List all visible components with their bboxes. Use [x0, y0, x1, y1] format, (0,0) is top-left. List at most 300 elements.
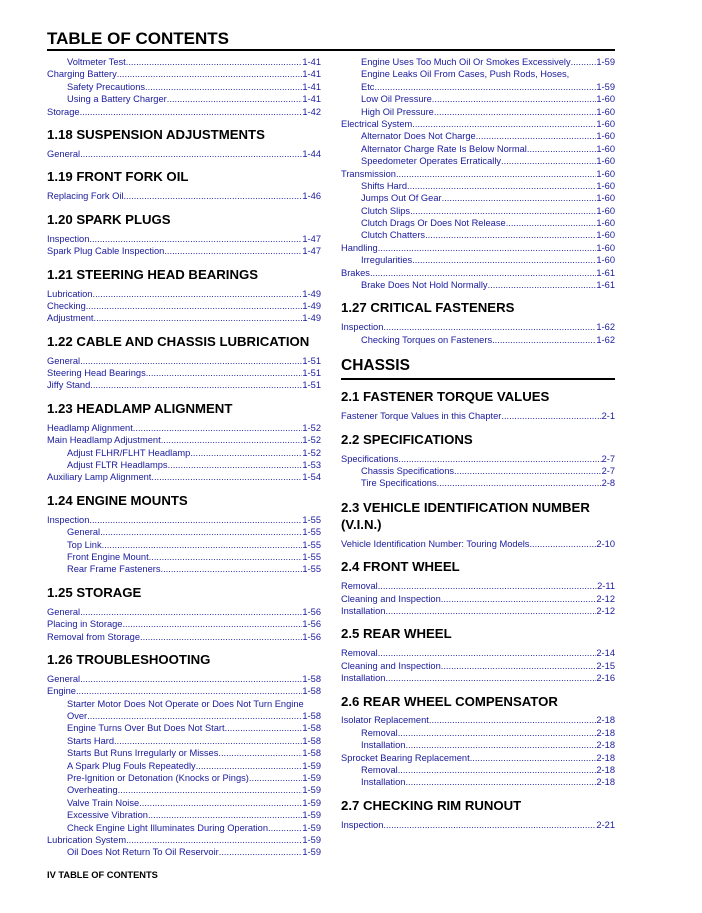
- toc-entry-label: Removal: [361, 727, 398, 738]
- dot-leader: [410, 205, 596, 217]
- toc-entry-label: Storage: [47, 106, 80, 117]
- toc-entry[interactable]: [47, 784, 321, 796]
- toc-entry-page: 1-58: [302, 686, 321, 697]
- toc-entry-page: 1-60: [596, 180, 615, 191]
- toc-entry[interactable]: [47, 747, 321, 759]
- dot-leader: [190, 447, 302, 459]
- toc-entry[interactable]: [47, 834, 321, 846]
- dot-leader: [437, 477, 602, 489]
- dot-leader: [151, 471, 302, 483]
- dot-leader: [117, 68, 303, 80]
- dot-leader: [126, 56, 303, 68]
- section-heading: 2.4 FRONT WHEEL: [341, 559, 460, 575]
- toc-entry-label: Removal: [341, 648, 378, 659]
- dot-leader: [268, 822, 302, 834]
- toc-entry[interactable]: [341, 93, 615, 105]
- toc-entry-label: Sprocket Bearing Replacement: [341, 752, 470, 763]
- dot-leader: [164, 245, 302, 257]
- toc-entry-label: Spark Plug Cable Inspection: [47, 246, 165, 257]
- dot-leader: [87, 710, 302, 722]
- toc-entry[interactable]: [341, 130, 615, 142]
- toc-entry[interactable]: [341, 752, 615, 764]
- toc-entry-label: Brakes: [341, 267, 370, 278]
- toc-entry[interactable]: [47, 355, 321, 367]
- toc-right-column: [341, 56, 615, 831]
- toc-entry-page: 1-47: [302, 233, 321, 244]
- toc-entry-page: 1-46: [302, 191, 321, 202]
- toc-entry[interactable]: [47, 551, 321, 563]
- toc-entry-label: General: [47, 148, 81, 159]
- toc-entry[interactable]: [341, 593, 615, 605]
- toc-entry[interactable]: [47, 471, 321, 483]
- section-heading: 2.2 SPECIFICATIONS: [341, 431, 473, 447]
- toc-entry-label: Headlamp Alignment: [47, 422, 133, 433]
- section-heading: 1.20 SPARK PLUGS: [47, 211, 171, 227]
- toc-entry-label: Main Headlamp Adjustment: [47, 435, 161, 446]
- toc-entry[interactable]: [47, 606, 321, 618]
- toc-entry-page: 1-52: [302, 447, 321, 458]
- toc-entry-label: Inspection: [341, 322, 384, 333]
- dot-leader: [383, 819, 596, 831]
- toc-entry[interactable]: [341, 168, 615, 180]
- toc-entry-label: Checking: [47, 300, 86, 311]
- toc-entry-page: 1-60: [596, 106, 615, 117]
- dot-leader: [161, 563, 303, 575]
- toc-entry[interactable]: [341, 321, 615, 333]
- toc-entry-label: Inspection: [47, 514, 90, 525]
- toc-entry-page: 1-59: [302, 760, 321, 771]
- toc-entry-label: Specifications: [341, 453, 399, 464]
- toc-entry-label: Lubrication: [47, 288, 93, 299]
- toc-entry-page: 2-18: [596, 740, 615, 751]
- toc-entry-page: 1-60: [596, 255, 615, 266]
- toc-entry[interactable]: [47, 190, 321, 202]
- section-heading: 1.18 SUSPENSION ADJUSTMENTS: [47, 126, 265, 142]
- toc-entry-label: Adjust FLHR/FLHT Headlamp: [67, 447, 191, 458]
- toc-entry-page: 1-62: [596, 322, 615, 333]
- dot-leader: [149, 551, 303, 563]
- dot-leader: [80, 355, 302, 367]
- dot-leader: [529, 538, 596, 550]
- dot-leader: [374, 81, 596, 93]
- toc-entry-page: 1-51: [302, 355, 321, 366]
- toc-entry[interactable]: [341, 477, 615, 489]
- toc-entry-label: Isolator Replacement: [341, 715, 429, 726]
- toc-entry-page: 1-60: [596, 242, 615, 253]
- page-footer: IV TABLE OF CONTENTS: [47, 870, 158, 880]
- toc-entry[interactable]: [47, 81, 321, 93]
- toc-entry-page: 1-61: [596, 280, 615, 291]
- section-heading: 1.24 ENGINE MOUNTS: [47, 492, 188, 508]
- toc-entry[interactable]: [341, 118, 615, 130]
- toc-entry-label: Speedometer Operates Erratically: [361, 156, 502, 167]
- toc-entry-page: 2-7: [601, 453, 615, 464]
- toc-entry[interactable]: [341, 605, 615, 617]
- toc-entry[interactable]: [47, 93, 321, 105]
- dot-leader: [501, 410, 601, 422]
- toc-entry-label: Safety Precautions: [67, 81, 146, 92]
- toc-entry-page: 1-59: [302, 785, 321, 796]
- toc-entry[interactable]: [341, 180, 615, 192]
- toc-entry-label: Electrical System: [341, 118, 413, 129]
- dot-leader: [102, 539, 303, 551]
- toc-entry-label: High Oil Pressure: [361, 106, 434, 117]
- toc-entry-page: 1-62: [596, 334, 615, 345]
- toc-entry-page: 1-58: [302, 748, 321, 759]
- title-rule: [47, 49, 615, 51]
- dot-leader: [80, 106, 303, 118]
- dot-leader: [378, 242, 597, 254]
- dot-leader: [441, 593, 597, 605]
- dot-leader: [100, 526, 302, 538]
- toc-entry[interactable]: [47, 447, 321, 459]
- toc-entry-page: 1-56: [302, 606, 321, 617]
- toc-entry[interactable]: [341, 465, 615, 477]
- toc-entry-page: 1-41: [302, 56, 321, 67]
- dot-leader: [378, 580, 597, 592]
- toc-entry-label: Engine Leaks Oil From Cases, Push Rods, Hoses,: [361, 69, 570, 80]
- dot-leader: [412, 118, 596, 130]
- toc-entry[interactable]: [47, 846, 321, 858]
- toc-entry[interactable]: [47, 459, 321, 471]
- toc-entry-label: Clutch Slips: [361, 205, 411, 216]
- section-heading: 1.23 HEADLAMP ALIGNMENT: [47, 400, 233, 416]
- toc-entry-label: Tire Specifications: [361, 478, 437, 489]
- toc-entry[interactable]: [341, 205, 615, 217]
- dot-leader: [139, 797, 302, 809]
- toc-entry-label: Lubrication System: [47, 835, 127, 845]
- toc-entry[interactable]: [47, 312, 321, 324]
- toc-entry[interactable]: [47, 685, 321, 697]
- toc-entry-label: Clutch Drags Or Does Not Release: [361, 218, 506, 229]
- dot-leader: [527, 143, 597, 155]
- toc-entry-page: 1-59: [302, 822, 321, 833]
- toc-entry-page: 1-56: [302, 619, 321, 630]
- toc-entry-label: Transmission: [341, 168, 396, 179]
- toc-entry-page: 1-41: [302, 94, 321, 105]
- dot-leader: [398, 764, 597, 776]
- dot-leader: [470, 752, 597, 764]
- toc-entry[interactable]: [47, 434, 321, 446]
- toc-entry-label: Charging Battery: [47, 69, 117, 80]
- toc-entry[interactable]: [341, 155, 615, 167]
- toc-entry[interactable]: [47, 723, 321, 735]
- dot-leader: [122, 618, 302, 630]
- toc-entry-label: Starts Hard: [67, 735, 115, 746]
- dot-leader: [407, 180, 596, 192]
- toc-entry-page: 1-58: [302, 673, 321, 684]
- dot-leader: [80, 148, 302, 160]
- dot-leader: [219, 846, 303, 858]
- toc-entry[interactable]: [341, 279, 615, 291]
- dot-leader: [90, 379, 302, 391]
- toc-entry-page: 1-55: [302, 527, 321, 538]
- toc-entry[interactable]: [47, 539, 321, 551]
- toc-entry[interactable]: [341, 538, 615, 550]
- toc-entry[interactable]: [47, 809, 321, 821]
- toc-entry[interactable]: [341, 217, 615, 229]
- toc-entry[interactable]: [47, 618, 321, 630]
- toc-entry[interactable]: [341, 106, 615, 118]
- toc-entry-label: Installation: [361, 777, 406, 788]
- toc-entry-page: 2-18: [596, 777, 615, 788]
- toc-entry-label: General: [47, 673, 81, 684]
- toc-entry[interactable]: [341, 764, 615, 776]
- dot-leader: [249, 772, 302, 784]
- toc-entry-label: Jumps Out Of Gear: [361, 193, 442, 204]
- toc-entry[interactable]: [47, 422, 321, 434]
- toc-entry[interactable]: [341, 580, 615, 592]
- dot-leader: [146, 367, 303, 379]
- toc-entry-label: Voltmeter Test: [67, 56, 126, 67]
- toc-entry-label: General: [67, 527, 101, 538]
- toc-entry[interactable]: [47, 367, 321, 379]
- toc-entry-page: 1-59: [302, 847, 321, 858]
- toc-entry[interactable]: [47, 822, 321, 834]
- toc-entry[interactable]: [47, 631, 321, 643]
- toc-entry[interactable]: [341, 739, 615, 751]
- chapter-rule: [341, 378, 615, 380]
- dot-leader: [86, 300, 303, 312]
- toc-entry[interactable]: [341, 81, 615, 93]
- section-heading: 2.3 VEHICLE IDENTIFICATION NUMBER (V.I.N.): [341, 499, 590, 532]
- toc-entry-label: Rear Frame Fasteners: [67, 564, 161, 575]
- dot-leader: [92, 288, 302, 300]
- toc-entry[interactable]: [341, 410, 615, 422]
- dot-leader: [442, 192, 597, 204]
- dot-leader: [114, 735, 302, 747]
- toc-entry[interactable]: [47, 772, 321, 784]
- chapter-heading: CHASSIS: [341, 357, 410, 375]
- toc-entry[interactable]: [47, 148, 321, 160]
- toc-entry-label: Engine Turns Over But Does Not Start: [67, 723, 225, 734]
- dot-leader: [488, 279, 597, 291]
- toc-entry-label: Starter Motor Does Not Operate or Does Not Turn Engine: [67, 698, 304, 709]
- toc-entry-page: 1-58: [302, 711, 321, 722]
- toc-entry-label: Irregularities: [361, 255, 413, 266]
- dot-leader: [476, 130, 597, 142]
- toc-entry-page: 1-59: [302, 773, 321, 784]
- section-heading: 1.27 CRITICAL FASTENERS: [341, 300, 515, 316]
- toc-entry[interactable]: [341, 254, 615, 266]
- toc-entry[interactable]: [341, 334, 615, 346]
- dot-leader: [383, 321, 596, 333]
- toc-entry-page: 1-60: [596, 230, 615, 241]
- toc-entry-label: Jiffy Stand: [47, 380, 91, 391]
- dot-leader: [385, 605, 596, 617]
- toc-entry-page: 1-60: [596, 156, 615, 167]
- toc-entry-label: Inspection: [47, 233, 90, 244]
- toc-entry[interactable]: [47, 106, 321, 118]
- toc-entry-page: 1-59: [302, 835, 321, 845]
- toc-entry[interactable]: [47, 760, 321, 772]
- dot-leader: [133, 422, 303, 434]
- toc-entry-page: 1-58: [302, 723, 321, 734]
- toc-entry-page: 1-59: [302, 797, 321, 808]
- toc-entry[interactable]: [47, 698, 321, 710]
- section-heading: 2.7 CHECKING RIM RUNOUT: [341, 797, 522, 813]
- section-heading: 1.22 CABLE AND CHASSIS LUBRICATION: [47, 333, 310, 349]
- dot-leader: [425, 229, 596, 241]
- toc-entry-label: Fastener Torque Values in this Chapter: [341, 411, 502, 422]
- toc-entry-page: 1-55: [302, 539, 321, 550]
- toc-entry-page: 1-60: [596, 94, 615, 105]
- toc-entry[interactable]: [47, 673, 321, 685]
- toc-entry-label: Engine: [47, 686, 76, 697]
- toc-entry-page: 1-49: [302, 288, 321, 299]
- toc-entry[interactable]: [47, 526, 321, 538]
- dot-leader: [441, 660, 597, 672]
- toc-entry-page: 2-18: [596, 715, 615, 726]
- toc-entry-label: Placing in Storage: [47, 619, 123, 630]
- toc-entry-label: Steering Head Bearings: [47, 368, 146, 379]
- dot-leader: [434, 106, 597, 118]
- toc-left-column: [47, 56, 321, 859]
- toc-entry[interactable]: [341, 672, 615, 684]
- toc-entry-label: Adjust FLTR Headlamps: [67, 460, 168, 471]
- dot-leader: [126, 834, 302, 846]
- toc-entry-page: 1-60: [596, 205, 615, 216]
- toc-entry-label: Valve Train Noise: [67, 797, 140, 808]
- toc-entry[interactable]: [341, 68, 615, 80]
- toc-entry[interactable]: [341, 715, 615, 727]
- toc-entry-page: 1-60: [596, 168, 615, 179]
- toc-entry[interactable]: [341, 647, 615, 659]
- toc-entry-page: 1-41: [302, 69, 321, 80]
- toc-entry-page: 1-54: [302, 472, 321, 483]
- dot-leader: [80, 673, 302, 685]
- toc-entry[interactable]: [341, 660, 615, 672]
- toc-entry-label: Low Oil Pressure: [361, 94, 432, 105]
- dot-leader: [370, 267, 596, 279]
- toc-entry-page: 2-10: [596, 538, 615, 549]
- toc-entry-page: 1-60: [596, 193, 615, 204]
- toc-entry[interactable]: [341, 453, 615, 465]
- toc-entry-label: Vehicle Identification Number: Touring Models: [341, 538, 530, 549]
- toc-entry-page: 1-49: [302, 313, 321, 324]
- section-heading: 2.1 FASTENER TORQUE VALUES: [341, 389, 550, 405]
- dot-leader: [398, 453, 601, 465]
- toc-entry[interactable]: [47, 735, 321, 747]
- toc-entry-page: 2-12: [596, 593, 615, 604]
- section-heading: 1.25 STORAGE: [47, 584, 142, 600]
- toc-entry-label: Check Engine Light Illuminates During Operation: [67, 822, 269, 833]
- toc-entry-page: 1-49: [302, 300, 321, 311]
- dot-leader: [89, 514, 302, 526]
- toc-entry-page: 1-47: [302, 246, 321, 257]
- toc-entry-label: Shifts Hard: [361, 180, 407, 191]
- toc-entry[interactable]: [47, 68, 321, 80]
- toc-entry[interactable]: [47, 563, 321, 575]
- toc-entry-page: 2-1: [601, 411, 615, 422]
- toc-entry[interactable]: [47, 288, 321, 300]
- toc-entry[interactable]: [47, 56, 321, 68]
- section-heading: 2.5 REAR WHEEL: [341, 626, 452, 642]
- toc-entry-label: Using a Battery Charger: [67, 94, 167, 105]
- toc-entry-page: 1-42: [302, 106, 321, 117]
- toc-entry[interactable]: [341, 143, 615, 155]
- toc-entry[interactable]: [341, 819, 615, 831]
- toc-entry-page: 1-41: [302, 81, 321, 92]
- toc-entry[interactable]: [47, 379, 321, 391]
- toc-entry-label: Etc: [361, 81, 375, 92]
- toc-entry-page: 2-7: [601, 465, 615, 476]
- toc-entry-label: Cleaning and Inspection: [341, 593, 441, 604]
- toc-entry-label: Handling: [341, 242, 378, 253]
- toc-entry-page: 1-51: [302, 368, 321, 379]
- dot-leader: [196, 760, 303, 772]
- dot-leader: [123, 190, 302, 202]
- dot-leader: [432, 93, 597, 105]
- page-title: TABLE OF CONTENTS: [47, 29, 229, 48]
- toc-entry-page: 2-18: [596, 752, 615, 763]
- toc-entry[interactable]: [341, 267, 615, 279]
- toc-entry[interactable]: [341, 776, 615, 788]
- dot-leader: [378, 647, 597, 659]
- toc-entry-page: 1-60: [596, 143, 615, 154]
- toc-entry[interactable]: [341, 727, 615, 739]
- dot-leader: [398, 727, 597, 739]
- dot-leader: [405, 739, 596, 751]
- dot-leader: [429, 715, 597, 727]
- dot-leader: [89, 233, 302, 245]
- toc-entry[interactable]: [341, 56, 615, 68]
- toc-entry[interactable]: [47, 300, 321, 312]
- dot-leader: [148, 809, 302, 821]
- toc-entry[interactable]: [341, 192, 615, 204]
- dot-leader: [571, 56, 597, 68]
- toc-entry-label: Installation: [361, 740, 406, 751]
- toc-entry-label: Auxiliary Lamp Alignment: [47, 472, 152, 483]
- toc-entry-label: Installation: [341, 605, 386, 616]
- toc-entry-label: Removal: [341, 581, 378, 592]
- toc-entry[interactable]: [341, 242, 615, 254]
- dot-leader: [396, 168, 596, 180]
- toc-entry-label: Removal: [361, 765, 398, 776]
- toc-entry[interactable]: [47, 245, 321, 257]
- toc-entry-page: 1-60: [596, 131, 615, 142]
- toc-entry-label: Overheating: [67, 785, 118, 796]
- toc-entry-label: General: [47, 606, 81, 617]
- toc-entry-label: Alternator Does Not Charge: [361, 131, 476, 142]
- toc-entry[interactable]: [47, 797, 321, 809]
- toc-entry-page: 2-15: [596, 660, 615, 671]
- toc-entry-label: Over: [67, 711, 88, 722]
- toc-entry-page: 2-8: [601, 478, 615, 489]
- dot-leader: [94, 312, 303, 324]
- dot-leader: [225, 723, 303, 735]
- toc-entry-page: 2-14: [596, 648, 615, 659]
- toc-entry[interactable]: [47, 233, 321, 245]
- toc-entry[interactable]: [47, 710, 321, 722]
- toc-entry-label: Pre-Ignition or Detonation (Knocks or Pings): [67, 773, 249, 784]
- toc-entry-page: 1-55: [302, 551, 321, 562]
- toc-entry-label: Excessive Vibration: [67, 810, 148, 821]
- toc-entry-page: 1-58: [302, 735, 321, 746]
- toc-entry-label: Front Engine Mount: [67, 551, 149, 562]
- toc-entry-page: 2-18: [596, 727, 615, 738]
- dot-leader: [385, 672, 596, 684]
- toc-entry[interactable]: [47, 514, 321, 526]
- section-heading: 1.19 FRONT FORK OIL: [47, 169, 189, 185]
- dot-leader: [454, 465, 602, 477]
- toc-entry-label: Checking Torques on Fasteners: [361, 334, 493, 345]
- toc-entry-label: Chassis Specifications: [361, 465, 455, 476]
- toc-entry[interactable]: [341, 229, 615, 241]
- toc-entry-page: 1-59: [596, 81, 615, 92]
- toc-entry-page: 1-59: [596, 56, 615, 67]
- toc-entry-label: A Spark Plug Fouls Repeatedly: [67, 760, 196, 771]
